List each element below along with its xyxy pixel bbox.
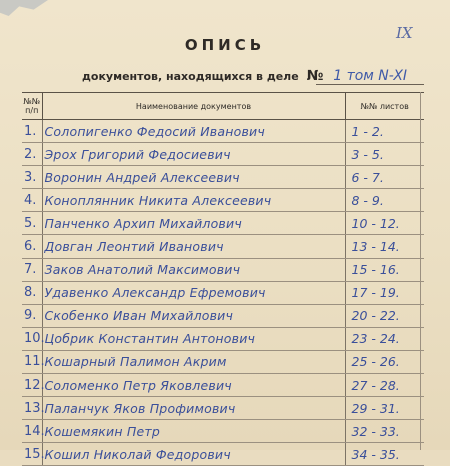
- row-document-name: Солопигенко Федосий Иванович: [42, 120, 345, 143]
- row-document-name: Соломенко Петр Яковлевич: [42, 374, 345, 397]
- table-row: [22, 212, 424, 235]
- row-page-range: 20 - 22.: [345, 304, 424, 327]
- row-number: 15.: [22, 443, 42, 466]
- document-subtitle: [82, 68, 407, 84]
- row-page-range: 8 - 9.: [345, 189, 424, 212]
- row-number: 8.: [22, 281, 42, 304]
- case-number-underline: [316, 84, 424, 85]
- right-margin-line: [420, 92, 421, 450]
- row-number: 10.: [22, 327, 42, 350]
- column-header-pages: №№ листов: [345, 93, 424, 120]
- row-page-range: 25 - 26.: [345, 350, 424, 373]
- table-row: [22, 235, 424, 258]
- table-row: [22, 397, 424, 420]
- row-page-range: 23 - 24.: [345, 327, 424, 350]
- row-number: 12.: [22, 374, 42, 397]
- row-number: 2.: [22, 143, 42, 166]
- row-page-range: 32 - 33.: [345, 420, 424, 443]
- row-document-name: Панченко Архип Михайлович: [42, 212, 345, 235]
- row-number: 9.: [22, 304, 42, 327]
- row-number: 13.: [22, 397, 42, 420]
- row-document-name: Кошил Николай Федорович: [42, 443, 345, 466]
- row-number: 7.: [22, 258, 42, 281]
- row-document-name: Удавенко Александр Ефремович: [42, 281, 345, 304]
- row-page-range: 27 - 28.: [345, 374, 424, 397]
- row-document-name: Скобенко Иван Михайлович: [42, 304, 345, 327]
- table-row: [22, 304, 424, 327]
- row-number: 1.: [22, 120, 42, 143]
- row-document-name: Цобрик Константин Антонович: [42, 327, 345, 350]
- row-document-name: Кошемякин Петр: [42, 420, 345, 443]
- table-row: [22, 374, 424, 397]
- row-document-name: Паланчук Яков Профимович: [42, 397, 345, 420]
- table-row: [22, 258, 424, 281]
- row-page-range: 34 - 35.: [345, 443, 424, 466]
- table-row: [22, 166, 424, 189]
- table-row: [22, 350, 424, 373]
- row-document-name: Эрох Григорий Федосиевич: [42, 143, 345, 166]
- table-header-row: [22, 93, 424, 120]
- table-row: [22, 120, 424, 143]
- row-document-name: Довган Леонтий Иванович: [42, 235, 345, 258]
- table-row: [22, 143, 424, 166]
- volume-mark: IX: [396, 24, 413, 42]
- row-number: 14.: [22, 420, 42, 443]
- row-page-range: 10 - 12.: [345, 212, 424, 235]
- case-number: 1 том N-XI: [333, 68, 408, 84]
- table-row: [22, 189, 424, 212]
- row-page-range: 3 - 5.: [345, 143, 424, 166]
- row-page-range: 1 - 2.: [345, 120, 424, 143]
- table-row: [22, 443, 424, 466]
- row-page-range: 13 - 14.: [345, 235, 424, 258]
- row-number: 11.: [22, 350, 42, 373]
- table-body: [22, 120, 424, 466]
- torn-corner: [0, 0, 48, 16]
- table-row: [22, 327, 424, 350]
- subtitle-text: документов, находящихся в деле: [82, 70, 299, 83]
- row-page-range: 17 - 19.: [345, 281, 424, 304]
- row-number: 4.: [22, 189, 42, 212]
- number-sign: №: [306, 68, 324, 84]
- row-number: 3.: [22, 166, 42, 189]
- row-page-range: 15 - 16.: [345, 258, 424, 281]
- row-document-name: Коноплянник Никита Алексеевич: [42, 189, 345, 212]
- row-number: 6.: [22, 235, 42, 258]
- table-row: [22, 281, 424, 304]
- row-document-name: Заков Анатолий Максимович: [42, 258, 345, 281]
- table-row: [22, 420, 424, 443]
- document-title: ОПИСЬ: [184, 36, 266, 54]
- row-document-name: Воронин Андрей Алексеевич: [42, 166, 345, 189]
- column-header-number: №№ п/п: [22, 93, 42, 120]
- row-page-range: 29 - 31.: [345, 397, 424, 420]
- column-header-name: Наименование документов: [42, 93, 345, 120]
- inventory-table: [22, 92, 424, 466]
- row-document-name: Кошарный Палимон Акрим: [42, 350, 345, 373]
- row-number: 5.: [22, 212, 42, 235]
- row-page-range: 6 - 7.: [345, 166, 424, 189]
